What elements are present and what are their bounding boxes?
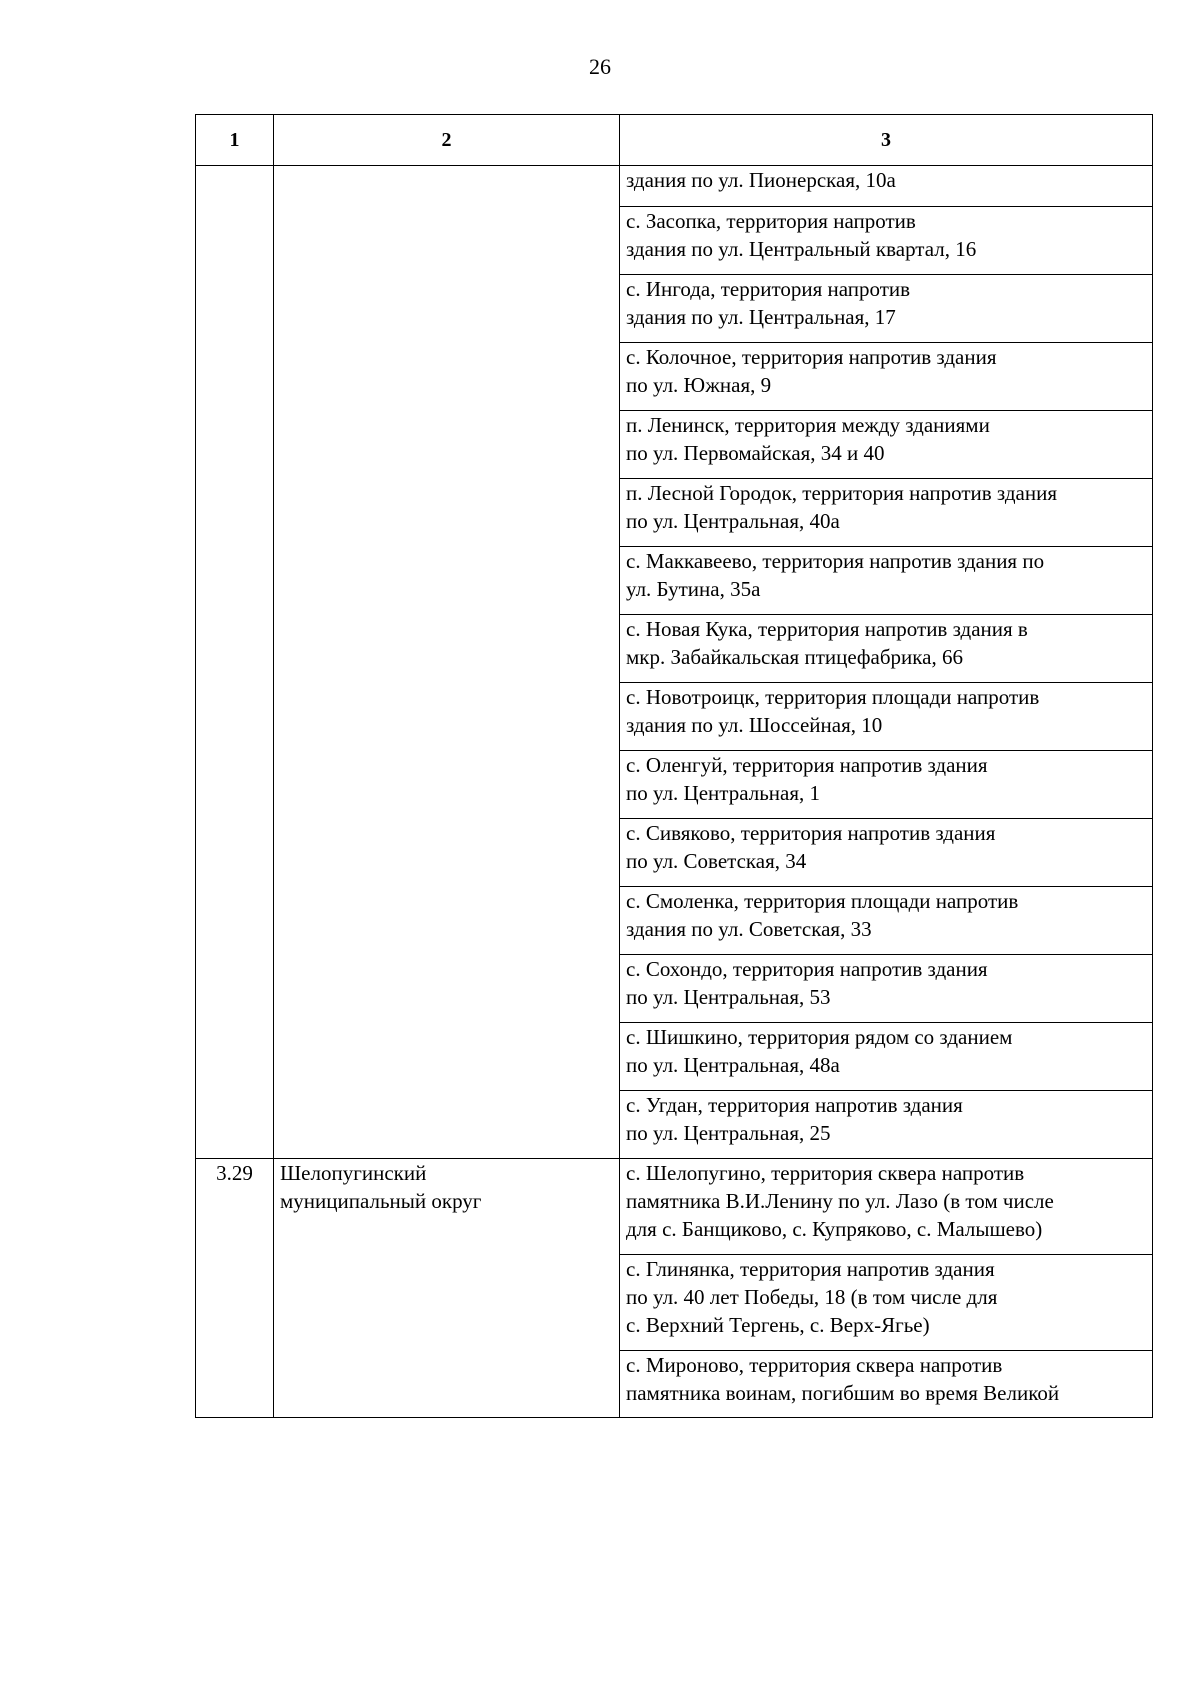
location-cell [620, 955, 1153, 1023]
location-line: для с. Банщиково, с. Купряково, с. Малышево) [626, 1217, 1043, 1241]
location-line: с. Шишкино, территория рядом со зданием [626, 1025, 1013, 1049]
location-line: по ул. Центральная, 40а [626, 509, 840, 533]
location-line: по ул. Первомайская, 34 и 40 [626, 441, 885, 465]
table-row [196, 166, 1153, 207]
column-header-1: 1 [196, 115, 274, 166]
location-cell [620, 479, 1153, 547]
location-line: по ул. 40 лет Победы, 18 (в том числе для [626, 1285, 998, 1309]
location-cell [620, 1351, 1153, 1418]
location-line: с. Угдан, территория напротив здания [626, 1093, 963, 1117]
location-line: с. Маккавеево, территория напротив здания по [626, 549, 1045, 573]
location-cell [620, 1255, 1153, 1351]
location-line: п. Ленинск, территория между зданиями [626, 413, 990, 437]
location-cell [620, 887, 1153, 955]
location-line: ул. Бутина, 35а [626, 577, 761, 601]
row-number-cell: 3.29 [196, 1159, 274, 1418]
location-cell [620, 751, 1153, 819]
location-line: с. Новая Кука, территория напротив здания в [626, 617, 1028, 641]
location-cell [620, 547, 1153, 615]
location-line: с. Глинянка, территория напротив здания [626, 1257, 995, 1281]
location-line: здания по ул. Центральный квартал, 16 [626, 237, 977, 261]
district-name-line: муниципальный округ [280, 1189, 482, 1213]
row-number-cell [196, 166, 274, 1159]
location-line: с. Засопка, территория напротив [626, 209, 916, 233]
location-line: п. Лесной Городок, территория напротив здания [626, 481, 1057, 505]
table-header-row [196, 115, 1153, 166]
location-cell [620, 819, 1153, 887]
district-name-line: Шелопугинский [280, 1161, 427, 1185]
location-cell [620, 207, 1153, 275]
location-line: с. Верхний Тергень, с. Верх-Ягье) [626, 1313, 930, 1337]
location-cell [620, 683, 1153, 751]
location-line: здания по ул. Советская, 33 [626, 917, 872, 941]
location-cell [620, 1091, 1153, 1159]
location-line: по ул. Южная, 9 [626, 373, 772, 397]
location-line: по ул. Центральная, 48а [626, 1053, 840, 1077]
location-line: памятника воинам, погибшим во время Великой [626, 1381, 1060, 1405]
location-cell [620, 343, 1153, 411]
location-line: по ул. Центральная, 1 [626, 781, 820, 805]
location-line: с. Сивяково, территория напротив здания [626, 821, 996, 845]
location-cell [620, 1159, 1153, 1255]
location-line: здания по ул. Шоссейная, 10 [626, 713, 883, 737]
district-name-cell [274, 166, 620, 1159]
location-line: с. Новотроицк, территория площади напротив [626, 685, 1040, 709]
location-line: с. Шелопугино, территория сквера напротив [626, 1161, 1025, 1185]
location-line: по ул. Центральная, 25 [626, 1121, 831, 1145]
location-line: мкр. Забайкальская птицефабрика, 66 [626, 645, 963, 669]
location-line: здания по ул. Пионерская, 10а [626, 168, 896, 192]
column-header-3: 3 [620, 115, 1153, 166]
location-line: с. Смоленка, территория площади напротив [626, 889, 1019, 913]
location-cell [620, 166, 1153, 207]
location-line: памятника В.И.Ленину по ул. Лазо (в том числе [626, 1189, 1054, 1213]
location-line: с. Колочное, территория напротив здания [626, 345, 997, 369]
location-line: с. Оленгуй, территория напротив здания [626, 753, 988, 777]
location-line: с. Сохондо, территория напротив здания [626, 957, 988, 981]
table-body [196, 166, 1153, 1418]
location-cell [620, 275, 1153, 343]
column-header-2: 2 [274, 115, 620, 166]
location-cell [620, 615, 1153, 683]
locations-table [195, 114, 1153, 1418]
location-cell [620, 411, 1153, 479]
location-line: по ул. Центральная, 53 [626, 985, 831, 1009]
location-line: с. Ингода, территория напротив [626, 277, 911, 301]
location-cell [620, 1023, 1153, 1091]
district-name-cell [274, 1159, 620, 1418]
table-row [196, 1159, 1153, 1255]
page-number: 26 [589, 54, 611, 79]
location-line: здания по ул. Центральная, 17 [626, 305, 896, 329]
location-line: с. Мироново, территория сквера напротив [626, 1353, 1003, 1377]
location-line: по ул. Советская, 34 [626, 849, 807, 873]
